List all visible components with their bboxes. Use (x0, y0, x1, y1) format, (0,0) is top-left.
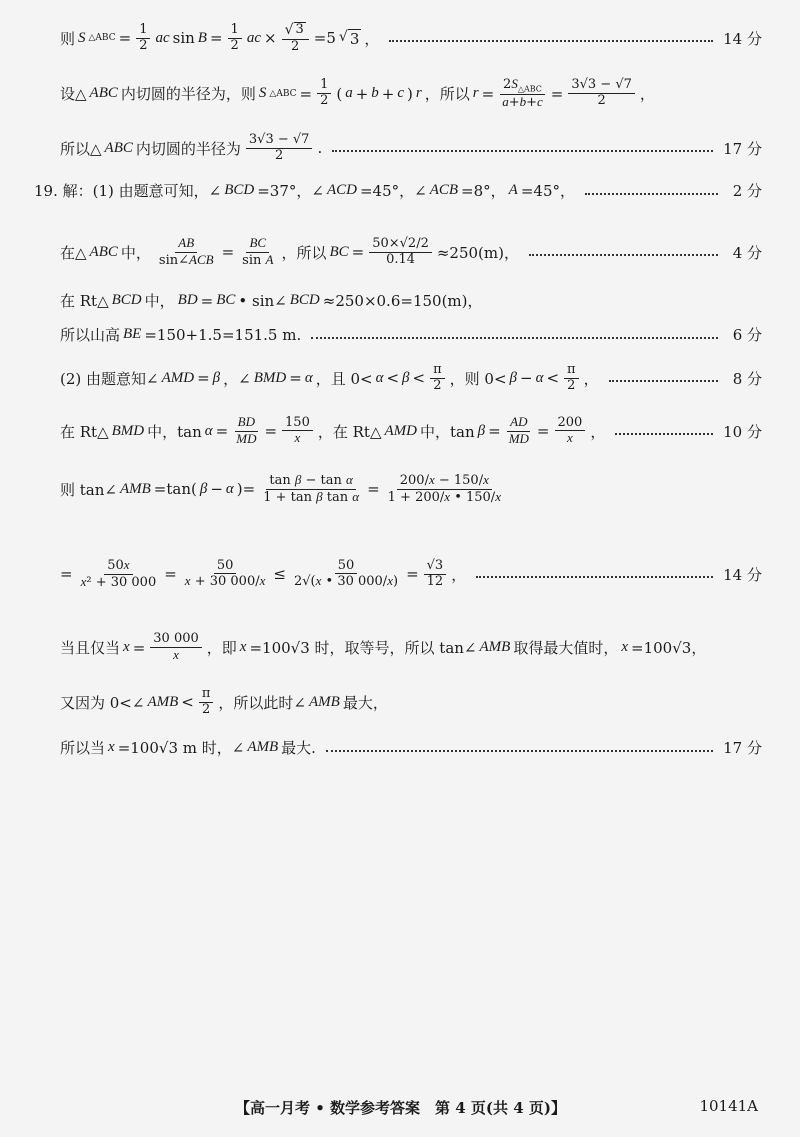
score-label: 14 分 (723, 29, 762, 48)
solution-line (60, 324, 762, 345)
formula: 则 S △ABC = $\frac{1}{2}$ ac sin B = $\frac{1}{2}$ ac × √ 3 2 =5 √ 3 ， (60, 22, 380, 54)
formula: 所以山高 BE =150+1.5=151.5 m. (60, 325, 302, 344)
footer-title: 【高一月考 • 数学参考答案 第 4 页(共 4 页)】 (235, 1099, 566, 1117)
dot-leader (332, 150, 713, 152)
dot-leader (476, 576, 713, 578)
score-label: 6 分 (732, 326, 762, 344)
solution-line (60, 632, 762, 664)
solution-line (34, 180, 762, 201)
formula: 19. 解：(1) 由题意可知，∠ BCD =37°，∠ ACD =45°，∠ ACB =8°， A =45°， (34, 182, 575, 200)
score-label: 2 分 (732, 182, 762, 200)
score-label: 4 分 (732, 243, 762, 262)
dot-leader (615, 433, 713, 435)
solution-line (60, 473, 762, 506)
score-label: 14 分 (723, 565, 762, 584)
solution-line (60, 415, 762, 448)
dot-leader (311, 337, 718, 339)
solution-line (60, 133, 762, 164)
dot-leader (529, 254, 718, 256)
solution-line (60, 687, 762, 718)
formula: 则 tan∠ AMB =tan( β − α )= $\frac{\text{tan β − tan α}}{\text{1 + tan β tan α}}$ = $\frac{200/x - 150/x}{1 + 200/x • 150/x}$ (60, 472, 501, 505)
formula: 在 Rt△ BMD 中，tan α = $\frac{BD}{MD}$ = $\frac{150}{x}$ ，在 Rt△ AMD 中，tan β = $\frac{AD}{MD}$ = $\frac{200}{x}$ ， (60, 414, 606, 446)
solution-line (60, 77, 762, 111)
solution-line (60, 558, 762, 591)
solution-line (60, 22, 762, 55)
score-label: 10 分 (723, 422, 762, 441)
dot-leader (326, 750, 713, 752)
solution-line (60, 290, 762, 311)
formula: 所以当 x =100√3 m 时，∠ AMB 最大. (60, 739, 316, 757)
formula: 所以△ ABC 内切圆的半径为 $\frac{3√3 - √7}{2}$ . (60, 132, 323, 163)
dot-leader (609, 380, 718, 382)
score-label: 8 分 (732, 369, 762, 388)
solution-line (60, 236, 762, 269)
dot-leader (389, 40, 713, 42)
formula: 在 Rt△ BCD 中， BD = BC • sin∠ BCD ≈250×0.6=150(m)， (60, 291, 483, 310)
formula: 又因为 0<∠ AMB < $\frac{\pi}{2}$ ，所以此时∠ AMB 最大， (60, 686, 388, 717)
formula: 在△ ABC 中， $\frac{AB}{\text{sin∠ACB}}$ = $\frac{BC}{\text{sin A}}$ ，所以 BC = $\frac{50\times√2/2}{0.14}$ ≈250(m)， (60, 235, 519, 268)
formula: (2) 由题意知∠ AMD = β ，∠ BMD = α ，且 0< α < β < $\frac{\pi}{2}$ ，则 0< β − α < $\frac{\pi}{2}$ ， (60, 362, 599, 393)
solution-line (60, 737, 762, 758)
formula: 设△ ABC 内切圆的半径为，则 S △ABC = $\frac{1}{2}$ ( a + b + c ) r ，所以 r = $\frac{2S_{\triangle ABC}}{a+b+c}$ = $\frac{3√3 - √7}{2}$ ， (60, 76, 655, 110)
document-code: 10141A (699, 1097, 758, 1115)
dot-leader (585, 193, 718, 195)
solution-line (60, 363, 762, 394)
score-label: 17 分 (723, 739, 762, 757)
formula: = $\frac{50x}{\text{x² + 30 000}}$ = $\frac{50}{x + 30 000/x}$ ≤ $\frac{50}{2√(x • 30 000/x)}$ = $\frac{√3}{12}$ ， (60, 557, 467, 590)
formula: 当且仅当 x = $\frac{30 000}{x}$ ，即 x =100√3 时，取等号，所以 tan∠ AMB 取得最大值时， x =100√3， (60, 631, 707, 662)
score-label: 17 分 (723, 139, 762, 158)
